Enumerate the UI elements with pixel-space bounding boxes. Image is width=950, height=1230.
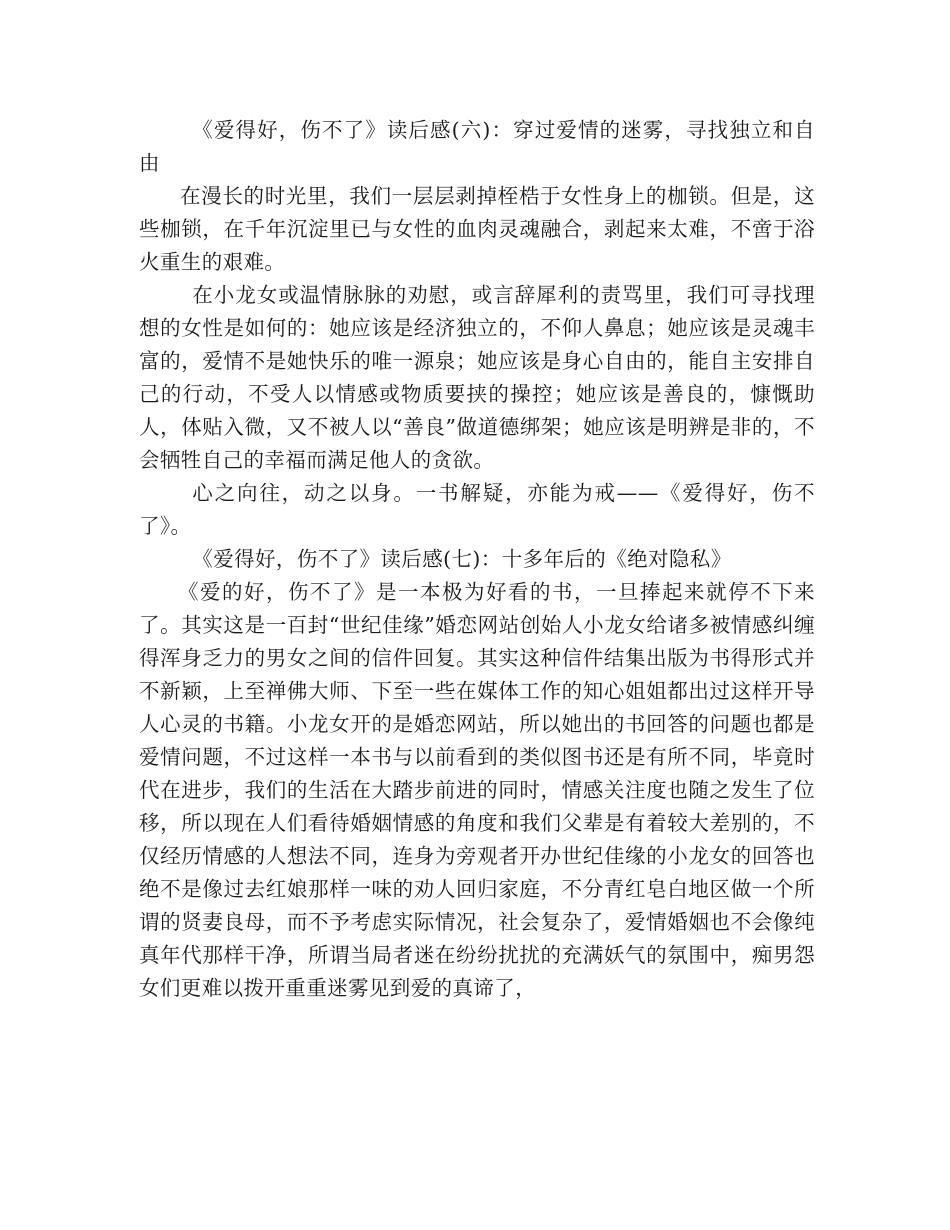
- heading-review-6: 《爱得好，伤不了》读后感(六)：穿过爱情的迷雾，寻找独立和自由: [139, 118, 815, 175]
- paragraph-shackles: 在漫长的时光里，我们一层层剥掉桎梏于女性身上的枷锁。但是，这些枷锁，在千年沉淀里已与女性的血肉灵魂融合，剥起来太难，不啻于浴火重生的艰难。: [139, 184, 815, 274]
- paragraph-conclusion: 心之向往，动之以身。一书解疑，亦能为戒——《爱得好，伤不了》。: [139, 481, 815, 538]
- heading-review-7: 《爱得好，伤不了》读后感(七)：十多年后的《绝对隐私》: [192, 547, 732, 571]
- paragraph-ideal-woman: 在小龙女或温情脉脉的劝慰，或言辞犀利的责骂里，我们可寻找理想的女性是如何的：她应该是经济独立的，不仰人鼻息；她应该是灵魂丰富的，爱情不是她快乐的唯一源泉；她应该是身心自由的，能自主安排自己的行动，不受人以情感或物质要挟的操控；她应该是善良的，慷慨助人，体贴入微，又不被人以“善良”做道德绑架；她应该是明辨是非的，不会牺牲自己的幸福而满足他人的贪欲。: [139, 283, 815, 472]
- paragraph-book-review: 《爱的好，伤不了》是一本极为好看的书，一旦捧起来就停不下来了。其实这是一百封“世纪佳缘”婚恋网站创始人小龙女给诸多被情感纠缠得浑身乏力的男女之间的信件回复。其实这种信件结集出版为书得形式并不新颖，上至禅佛大师、下至一些在媒体工作的知心姐姐都出过这样开导人心灵的书籍。小龙女开的是婚恋网站，所以她出的书回答的问题也都是爱情问题，不过这样一本书与以前看到的类似图书还是有所不同，毕竟时代在进步，我们的生活在大踏步前进的同时，情感关注度也随之发生了位移，所以现在人们看待婚姻情感的角度和我们父辈是有着较大差别的，不仅经历情感的人想法不同，连身为旁观者开办世纪佳缘的小龙女的回答也绝不是像过去红娘那样一味的劝人回归家庭，不分青红皂白地区做一个所谓的贤妻良母，而不予考虑实际情况，社会复杂了，爱情婚姻也不会像纯真年代那样干净，所谓当局者迷在纷纷扰扰的充满妖气的氛围中，痴男怨女们更难以拨开重重迷雾见到爱的真谛了，: [139, 580, 815, 1000]
- document-body: [139, 114, 815, 1005]
